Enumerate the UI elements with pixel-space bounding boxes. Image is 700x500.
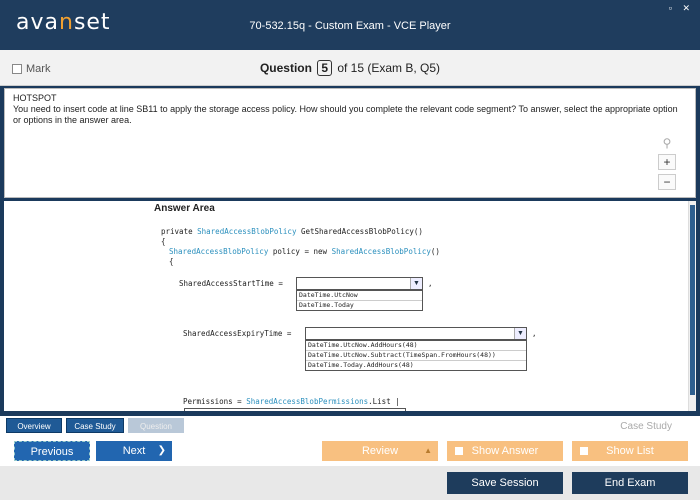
start-option[interactable]: DateTime.UtcNow	[297, 291, 422, 301]
expiry-time-options	[305, 340, 527, 371]
next-button[interactable]	[96, 441, 172, 461]
question-of-label: of 15 (Exam B, Q5)	[337, 61, 441, 75]
question-text: You need to insert code at line SB11 to apply the storage access policy. How should you complete the relevant code segment? To answer, select the appropriate option or options in the answer area.	[13, 104, 678, 125]
answer-area	[4, 201, 688, 411]
review-button[interactable]	[322, 441, 438, 461]
expiry-time-label: SharedAccessExpiryTime =	[183, 329, 292, 338]
zoom-out-button[interactable]: −	[658, 174, 676, 190]
case-study-label: Case Study	[620, 421, 672, 432]
magnifier-icon: ⚲	[662, 136, 672, 150]
chevron-right-icon: ❯	[157, 445, 166, 456]
show-list-label: Show List	[606, 445, 654, 457]
title-bar	[0, 0, 700, 50]
question-panel	[4, 88, 696, 198]
tab-question[interactable]: Question	[128, 418, 184, 433]
end-exam-button[interactable]: End Exam	[572, 472, 688, 494]
save-session-button[interactable]: Save Session	[447, 472, 563, 494]
mark-label: Mark	[26, 63, 51, 75]
question-counter	[0, 60, 700, 76]
expiry-option[interactable]: DateTime.UtcNow.Subtract(TimeSpan.FromHours(48))	[306, 351, 526, 361]
show-list-button[interactable]	[572, 441, 688, 461]
code-line: {	[161, 237, 166, 246]
chevron-down-icon[interactable]: ▼	[410, 278, 422, 289]
tab-overview[interactable]: Overview	[6, 418, 62, 433]
zoom-tools	[658, 136, 676, 190]
triangle-up-icon: ▲	[424, 446, 432, 455]
chevron-down-icon[interactable]: ▼	[514, 328, 526, 339]
question-number-input[interactable]: 5	[317, 60, 332, 76]
window-title: 70-532.15q - Custom Exam - VCE Player	[249, 20, 451, 32]
permissions-line: Permissions = SharedAccessBlobPermissions.List |	[183, 397, 400, 406]
expiry-option[interactable]: DateTime.UtcNow.AddHours(48)	[306, 341, 526, 351]
answer-area-title: Answer Area	[154, 203, 215, 214]
code-line: {	[169, 257, 174, 266]
checkbox-icon	[455, 447, 463, 455]
checkbox-icon	[580, 447, 588, 455]
answer-scrollbar[interactable]	[688, 201, 696, 411]
scrollbar-thumb[interactable]	[690, 205, 695, 395]
navigation-bar	[0, 436, 700, 466]
show-answer-button[interactable]	[447, 441, 563, 461]
start-time-label: SharedAccessStartTime =	[179, 279, 283, 288]
code-comma: ,	[532, 329, 537, 338]
tab-bar	[0, 416, 700, 436]
expiry-time-dropdown[interactable]	[305, 327, 527, 340]
question-bar	[0, 50, 700, 86]
app-logo: avanset	[16, 10, 111, 35]
question-type: HOTSPOT	[13, 93, 57, 103]
start-time-options	[296, 290, 423, 311]
window-controls[interactable]: ▫ ✕	[668, 3, 694, 13]
permissions-dropdown[interactable]	[184, 408, 406, 411]
footer-bar	[0, 466, 700, 500]
code-comma: ,	[428, 279, 433, 288]
review-label: Review	[361, 445, 399, 457]
code-line: private SharedAccessBlobPolicy GetSharedAccessBlobPolicy()	[161, 227, 423, 236]
show-answer-label: Show Answer	[471, 445, 539, 457]
start-option[interactable]: DateTime.Today	[299, 301, 354, 309]
zoom-in-button[interactable]: +	[658, 154, 676, 170]
expiry-option[interactable]: DateTime.Today.AddHours(48)	[308, 361, 414, 369]
next-label: Next	[122, 445, 146, 457]
code-line: SharedAccessBlobPolicy policy = new SharedAccessBlobPolicy()	[169, 247, 440, 256]
previous-button[interactable]: Previous	[14, 441, 90, 461]
question-label: Question	[259, 61, 312, 75]
tab-case-study[interactable]: Case Study	[66, 418, 124, 433]
start-time-dropdown[interactable]	[296, 277, 423, 290]
